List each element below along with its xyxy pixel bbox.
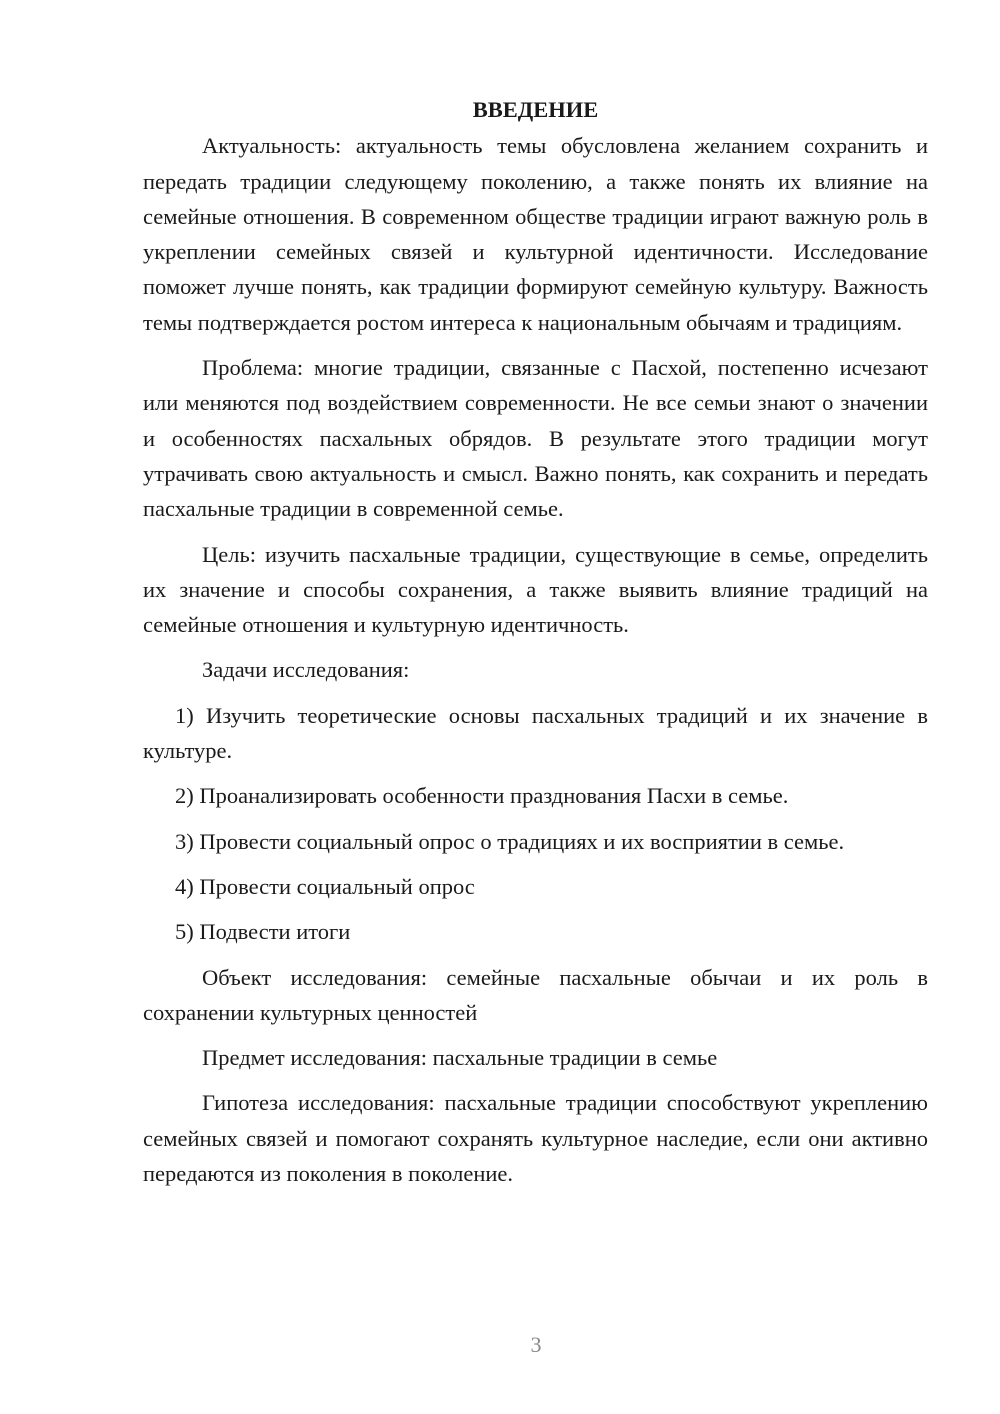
section-title: ВВЕДЕНИЕ (472, 97, 599, 122)
paragraph-problem: Проблема: многие традиции, связанные с Пасхой, постепенно исчезают или меняются под воздействием современности. Не все семьи знают о значении и особенностях пасхальных обрядов. В результате этого традиции могут утрачивать свою актуальность и смысл. Важно понять, как сохранить и передать пасхальные традиции в современной семье. (143, 355, 928, 522)
page-number: 3 (530, 1332, 542, 1357)
task-item-1: 1) Изучить теоретические основы пасхальных традиций и их значение в культуре. (143, 702, 928, 764)
tasks-heading: Задачи исследования: (202, 657, 410, 683)
task-item-3: 3) Провести социальный опрос о традициях и их восприятии в семье. (175, 828, 845, 854)
task-item-4: 4) Провести социальный опрос (175, 873, 475, 899)
document-body (143, 92, 928, 1191)
paragraph-relevance: Актуальность: актуальность темы обусловлена желанием сохранить и передать традиции следующему поколению, а также понять их влияние на семейные отношения. В современном обществе традиции играют важную роль в укреплении семейных связей и культурной идентичности. Исследование поможет лучше понять, как традиции формируют семейную культуру. Важность темы подтверждается ростом интереса к национальным обычаям и традициям. (143, 133, 928, 335)
paragraph-object: Объект исследования: семейные пасхальные обычаи и их роль в сохранении культурных ценностей (143, 964, 928, 1025)
paragraph-goal: Цель: изучить пасхальные традиции, существующие в семье, определить их значение и способы сохранения, а также выявить влияние традиций на семейные отношения и культурную идентичность. (143, 541, 928, 638)
task-item-5: 5) Подвести итоги (175, 919, 351, 945)
paragraph-subject: Предмет исследования: пасхальные традиции в семье (202, 1045, 718, 1071)
paragraph-hypothesis: Гипотеза исследования: пасхальные традиции способствуют укреплению семейных связей и помогают сохранять культурное наследие, если они активно передаются из поколения в поколение. (143, 1090, 928, 1187)
task-item-2: 2) Проанализировать особенности празднования Пасхи в семье. (175, 783, 789, 809)
